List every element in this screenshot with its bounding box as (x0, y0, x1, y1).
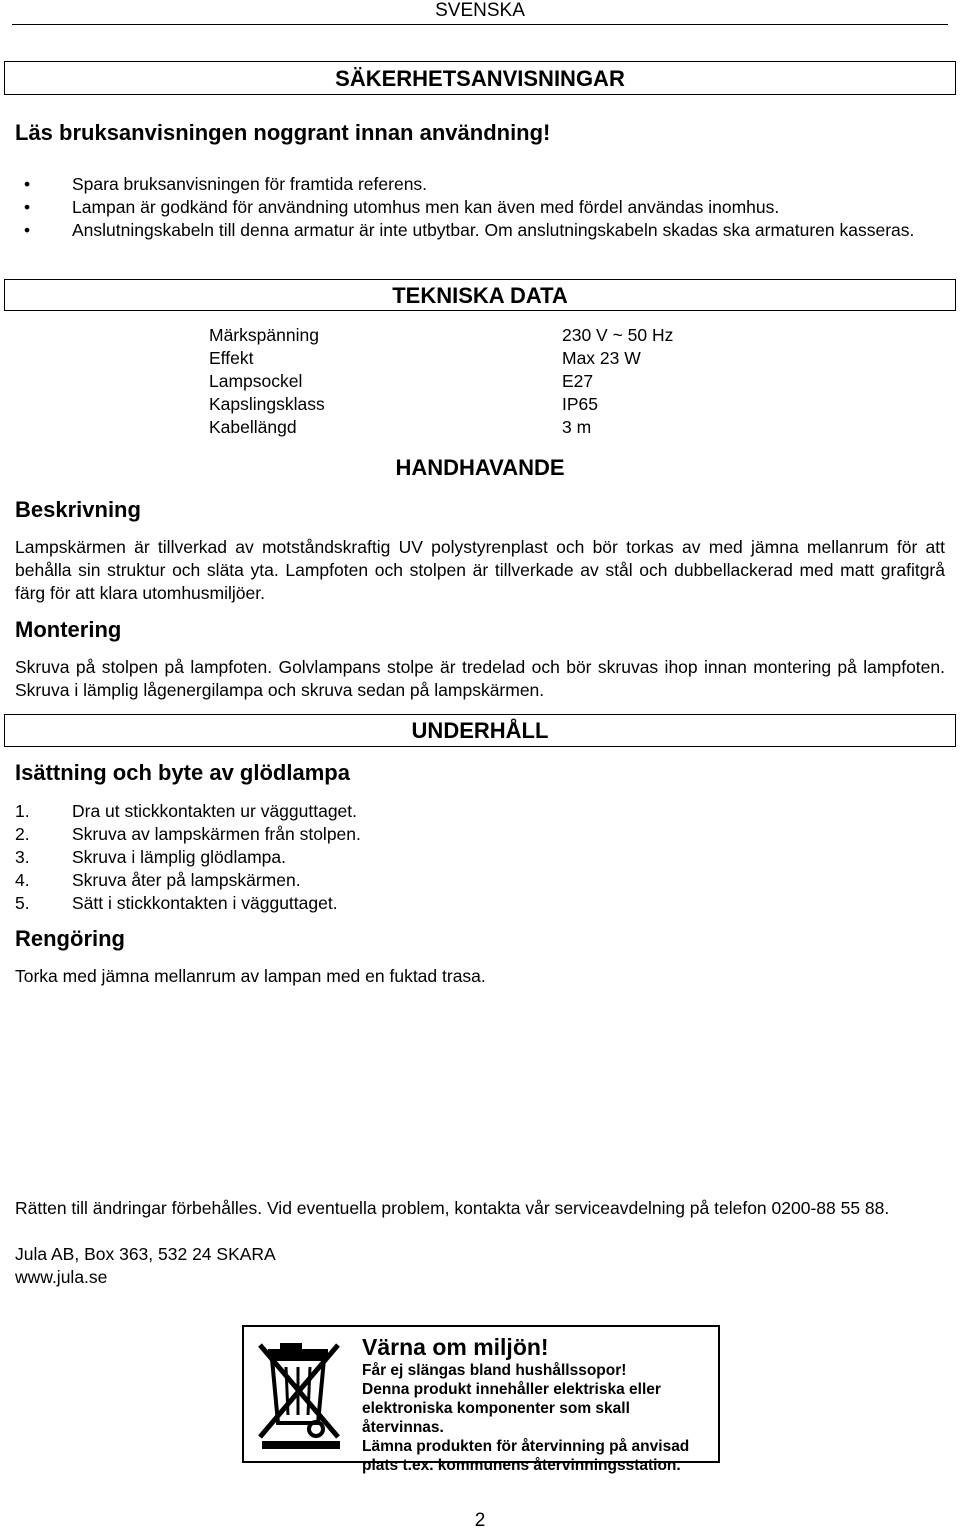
safety-bullet: • Anslutningskabeln till denna armatur är inte utbytbar. Om anslutningskabeln skadas ska armaturen kasseras. (15, 219, 955, 242)
step-number: 5. (15, 893, 30, 913)
step-item (15, 846, 361, 869)
safety-bullet: • Lampan är godkänd för användning utomhus men kan även med fördel användas inomhus. (15, 196, 955, 219)
environment-title: Värna om miljön! (362, 1334, 549, 1360)
step-item (15, 823, 361, 846)
step-text: Skruva åter på lampskärmen. (72, 870, 301, 890)
step-item (15, 892, 361, 915)
tech-label: Märkspänning (209, 325, 319, 345)
description-heading: Beskrivning (15, 497, 141, 522)
tech-label: Kapslingsklass (209, 394, 325, 414)
tech-values (562, 324, 673, 439)
mounting-text: Skruva på stolpen på lampfoten. Golvlampans stolpe är tredelad och bör skruvas ihop innan montering på lampfoten. Skruva i lämplig lågenergilampa och skruva sedan på lampskärmen. (15, 657, 945, 700)
bulb-steps (15, 800, 361, 915)
step-item (15, 869, 361, 892)
environment-notice-box (242, 1325, 720, 1474)
step-number: 4. (15, 870, 30, 890)
step-number: 1. (15, 801, 30, 821)
step-text: Skruva i lämplig glödlampa. (72, 847, 286, 867)
environment-line: Får ej slängas bland hushållssopor! (362, 1362, 627, 1379)
step-number: 3. (15, 847, 30, 867)
tech-labels (209, 324, 325, 439)
footer-website-link[interactable]: www.jula.se (15, 1267, 108, 1287)
environment-line: elektroniska komponenter som skall återvinnas. (362, 1400, 630, 1436)
tech-title: TEKNISKA DATA (392, 283, 568, 308)
header-language: SVENSKA (435, 0, 525, 21)
safety-title: SÄKERHETSANVISNINGAR (335, 66, 625, 91)
mounting-heading: Montering (15, 617, 122, 642)
crossed-out-wheelie-bin-icon (254, 1337, 350, 1451)
safety-lead: Läs bruksanvisningen noggrant innan användning! (15, 120, 551, 145)
safety-bullet: • Spara bruksanvisningen för framtida referens. (15, 173, 955, 196)
page-number: 2 (474, 1510, 486, 1531)
maintenance-title: UNDERHÅLL (411, 718, 549, 743)
handling-title: HANDHAVANDE (395, 455, 565, 480)
header-divider (12, 24, 948, 25)
tech-label: Lampsockel (209, 371, 303, 391)
environment-line: Denna produkt innehåller elektriska eller (362, 1381, 661, 1398)
bulb-heading: Isättning och byte av glödlampa (15, 760, 350, 785)
environment-line: plats t.ex. kommunens återvinningsstation. (362, 1457, 681, 1474)
tech-label: Kabellängd (209, 417, 297, 437)
tech-value: 230 V ~ 50 Hz (562, 325, 674, 345)
step-text: Dra ut stickkontakten ur vägguttaget. (72, 801, 358, 821)
description-text: Lampskärmen är tillverkad av motståndskraftig UV polystyrenplast och bör torkas av med jämna mellanrum för att behålla sin struktur och släta yta. Lampfoten och stolpen är tillverkade av stål och dubbellackerad med matt grafitgrå färg för att klara utomhusmiljöer. (15, 537, 945, 603)
safety-bullet-list (15, 173, 955, 242)
step-item (15, 800, 361, 823)
environment-line: Lämna produkten för återvinning på anvisad (362, 1438, 690, 1455)
cleaning-heading: Rengöring (15, 926, 125, 951)
tech-value: E27 (562, 371, 594, 391)
environment-text (362, 1333, 714, 1475)
tech-label: Effekt (209, 348, 254, 368)
tech-value: 3 m (562, 417, 592, 437)
cleaning-text: Torka med jämna mellanrum av lampan med en fuktad trasa. (15, 966, 486, 986)
tech-value: IP65 (562, 394, 598, 414)
footer-address: Jula AB, Box 363, 532 24 SKARA (15, 1244, 276, 1264)
step-number: 2. (15, 824, 30, 844)
footer-notice: Rätten till ändringar förbehålles. Vid eventuella problem, kontakta vår serviceavdelning på telefon 0200-88 55 88. (15, 1198, 890, 1218)
step-text: Sätt i stickkontakten i vägguttaget. (72, 893, 338, 913)
step-text: Skruva av lampskärmen från stolpen. (72, 824, 361, 844)
tech-value: Max 23 W (562, 348, 641, 368)
